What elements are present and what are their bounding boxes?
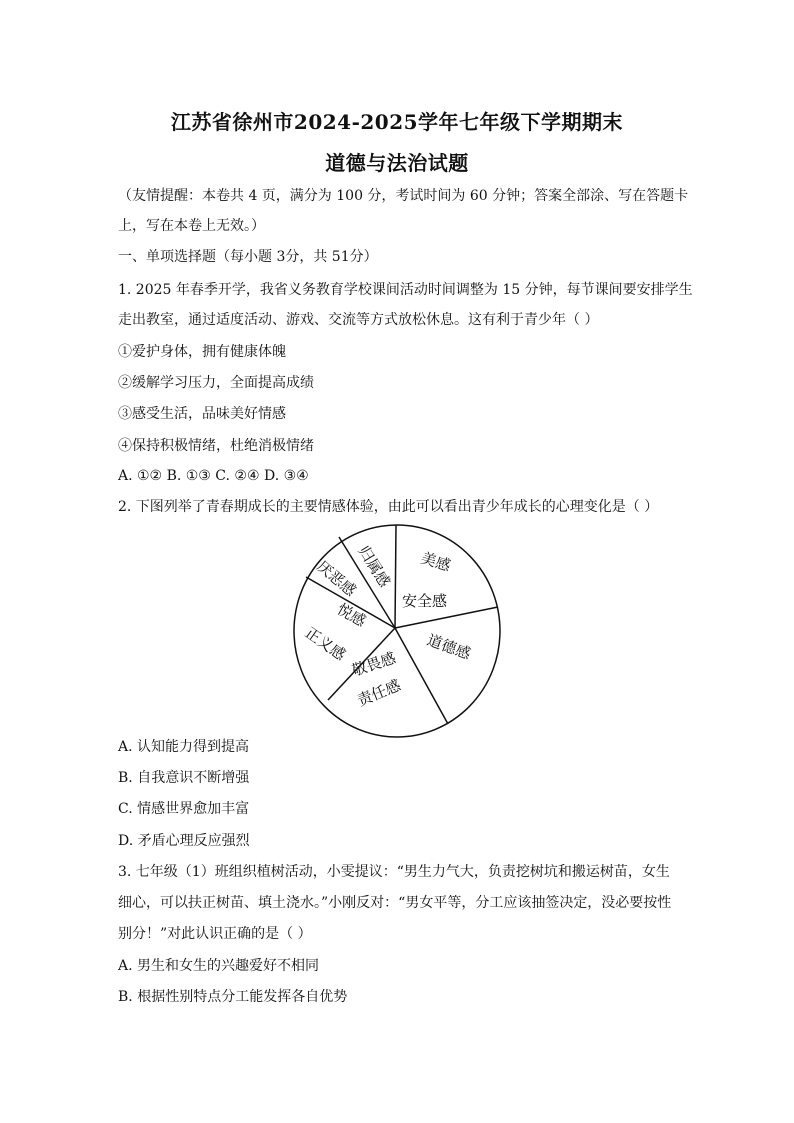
label-security: 安全感 (402, 592, 448, 610)
label-belonging: 归属感 (354, 542, 394, 591)
q3-stem-line-2: 细心，可以扶正树苗、填土浇水。”小刚反对：“男女平等，分工应该抽签决定，没必要按性 (118, 895, 672, 911)
notice-line-1: （友情提醒：本卷共 4 页，满分为 100 分，考试时间为 60 分钟；答案全部涂、写在答题卡 (118, 188, 689, 204)
q3-option-b: B. 根据性别特点分工能发挥各自优势 (118, 989, 348, 1005)
label-disgust: 厌恶感 (313, 557, 360, 600)
q2-option-b: B. 自我意识不断增强 (118, 770, 250, 786)
q1-item-4: ④保持积极情绪，杜绝消极情绪 (118, 438, 314, 454)
q3-stem-line-3: 别分！”对此认识正确的是（ ） (118, 926, 312, 942)
q2-stem: 2. 下图列举了青春期成长的主要情感体验，由此可以看出青少年成长的心理变化是（ ） (118, 499, 659, 515)
q1-options: A. ①② B. ①③ C. ②④ D. ③④ (118, 468, 309, 484)
q2-option-a: A. 认知能力得到提高 (118, 739, 250, 755)
q1-stem-line-1: 1. 2025 年春季开学，我省义务教育学校课间活动时间调整为 15 分钟，每节课间要安排学生 (118, 282, 693, 298)
q2-option-d: D. 矛盾心理反应强烈 (118, 833, 250, 849)
label-morality: 道德感 (424, 630, 474, 664)
q1-item-2: ②缓解学习压力，全面提高成绩 (118, 375, 314, 391)
label-pleasure: 悦感 (334, 599, 369, 631)
exam-subtitle: 道德与法治试题 (325, 151, 469, 175)
exam-title: 江苏省徐州市2024-2025学年七年级下学期期末 (170, 110, 624, 134)
q1-item-1: ①爱护身体，拥有健康体魄 (118, 344, 286, 360)
label-awe: 敬畏感 (349, 648, 399, 680)
notice-line-2: 上，写在本卷上无效。） (118, 218, 265, 234)
section-heading: 一、单项选择题（每小题 3分，共 51分） (118, 249, 378, 265)
label-beauty: 美感 (418, 548, 453, 576)
label-responsibility: 责任感 (354, 676, 404, 710)
q1-stem-line-2: 走出教室，通过适度活动、游戏、交流等方式放松休息。这有利于青少年（ ） (118, 312, 599, 328)
emotion-pie-diagram (288, 520, 508, 740)
q2-option-c: C. 情感世界愈加丰富 (118, 801, 250, 817)
q3-option-a: A. 男生和女生的兴趣爱好不相同 (118, 958, 320, 974)
q3-stem-line-1: 3. 七年级（1）班组织植树活动，小雯提议：“男生力气大，负责挖树坑和搬运树苗，女生 (118, 864, 670, 880)
q1-item-3: ③感受生活，品味美好情感 (118, 406, 286, 422)
label-justice: 正义感 (301, 623, 349, 665)
